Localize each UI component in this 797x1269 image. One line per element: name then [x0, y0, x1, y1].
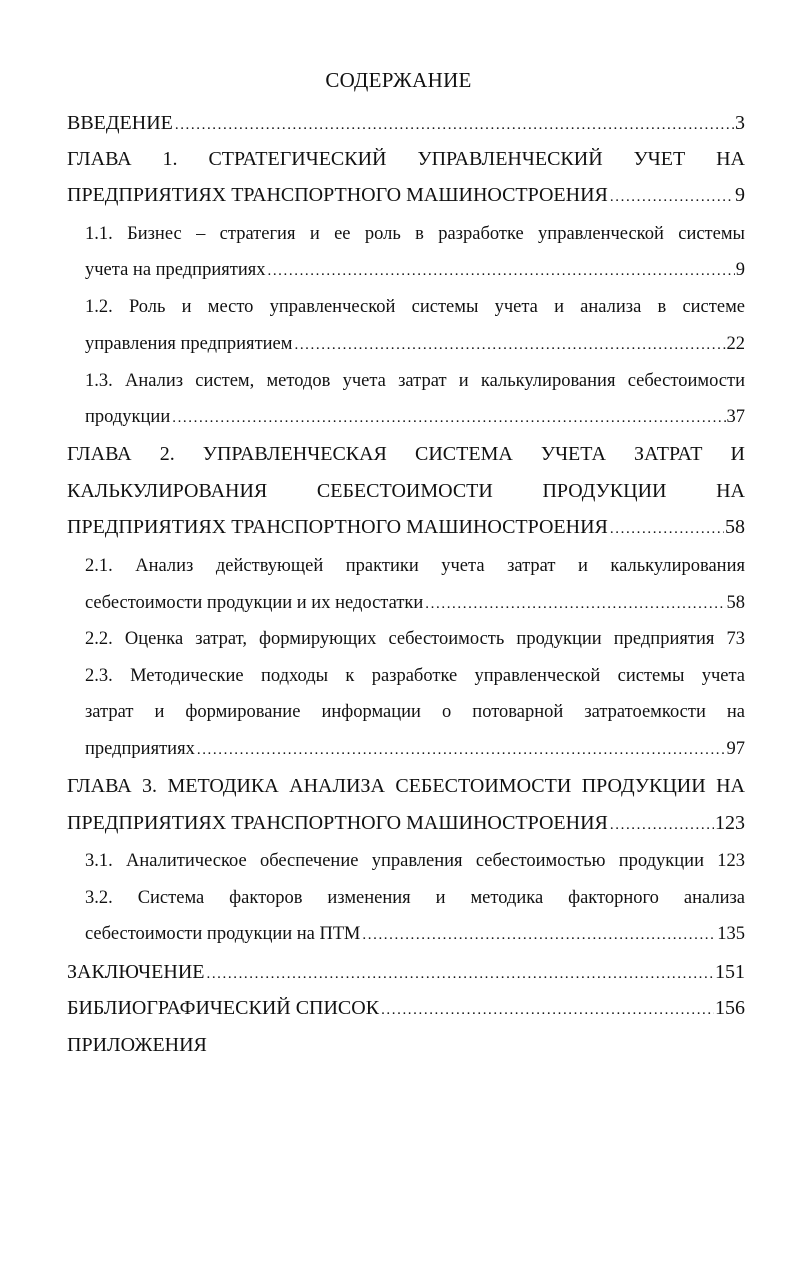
toc-page-number: 97 [726, 739, 745, 759]
dot-leader [362, 917, 716, 952]
page-title: СОДЕРЖАНИЕ [325, 68, 472, 92]
toc-entry-text: ПРЕДПРИЯТИЯХ ТРАНСПОРТНОГО МАШИНОСТРОЕНИЯ [67, 516, 608, 538]
toc-page-number: 123 [715, 812, 745, 834]
dot-leader [610, 511, 724, 545]
toc-section-2-3-line-3 [85, 731, 745, 767]
toc-page-number: 156 [715, 997, 745, 1019]
toc-section-2-3-line-1: 2.3. Методические подходы к разработке управленческой системы учета [85, 666, 745, 686]
toc-section-3-1: 3.1. Аналитическое обеспечение управления себестоимостью продукции 123 [85, 851, 745, 871]
toc-page-number: 37 [726, 407, 745, 427]
dot-leader [267, 253, 734, 288]
toc-entry-text: ВВЕДЕНИЕ [67, 112, 173, 134]
toc-section-1-1-line-2 [85, 252, 745, 288]
toc-chapter-3-line-2 [67, 805, 745, 841]
toc-chapter-1-line-2 [67, 177, 745, 213]
toc-section-2-3-line-2: затрат и формирование информации о потоварной затратоемкости на [85, 702, 745, 722]
toc-page-number: 135 [717, 924, 745, 944]
toc-chapter-1-line-1: ГЛАВА 1. СТРАТЕГИЧЕСКИЙ УПРАВЛЕНЧЕСКИЙ УЧЕТ НА [67, 148, 745, 170]
toc-chapter-2-line-1: ГЛАВА 2. УПРАВЛЕНЧЕСКАЯ СИСТЕМА УЧЕТА ЗАТРАТ И [67, 443, 745, 465]
toc-section-1-3-line-2 [85, 399, 745, 435]
toc-entry-text: учета на предприятиях [85, 260, 266, 280]
toc-section-3-2-line-2 [85, 916, 745, 952]
toc-entry-text: ЗАКЛЮЧЕНИЕ [67, 961, 205, 983]
toc-entry-conclusion [67, 954, 745, 990]
toc-entry-text: предприятиях [85, 739, 195, 759]
toc-entry-text: управления предприятием [85, 334, 293, 354]
toc-page-number: 9 [735, 260, 745, 280]
toc-entry-text: ПРЕДПРИЯТИЯХ ТРАНСПОРТНОГО МАШИНОСТРОЕНИЯ [67, 812, 608, 834]
toc-section-1-2-line-2 [85, 326, 745, 362]
toc-page-number: 58 [725, 516, 745, 538]
toc-section-2-1-line-1: 2.1. Анализ действующей практики учета затрат и калькулирования [85, 556, 745, 576]
dot-leader [197, 732, 726, 767]
dot-leader [206, 956, 714, 990]
toc-entry-text: БИБЛИОГРАФИЧЕСКИЙ СПИСОК [67, 997, 380, 1019]
dot-leader [610, 807, 714, 841]
toc-section-3-2-line-1: 3.2. Система факторов изменения и методика факторного анализа [85, 888, 745, 908]
toc-page-number: 3 [735, 112, 745, 134]
toc-section-1-3-line-1: 1.3. Анализ систем, методов учета затрат и калькулирования себестоимости [85, 371, 745, 391]
toc-chapter-3-line-1: ГЛАВА 3. МЕТОДИКА АНАЛИЗА СЕБЕСТОИМОСТИ ПРОДУКЦИИ НА [67, 775, 745, 797]
toc-page-number: 9 [735, 184, 745, 206]
toc-page-number: 151 [715, 961, 745, 983]
toc-entry-text: себестоимости продукции на ПТМ [85, 924, 361, 944]
toc-entry-text: продукции [85, 407, 171, 427]
toc-page-number: 22 [726, 334, 745, 354]
dot-leader [425, 586, 725, 621]
dot-leader [175, 107, 734, 141]
toc-chapter-2-line-3 [67, 509, 745, 545]
toc-entry-appendix: ПРИЛОЖЕНИЯ [67, 1034, 207, 1056]
dot-leader [172, 400, 725, 435]
toc-entry-bibliography [67, 990, 745, 1026]
toc-section-1-2-line-1: 1.2. Роль и место управленческой системы учета и анализа в системе [85, 297, 745, 317]
toc-entry-intro [67, 105, 745, 141]
toc-chapter-2-line-2: КАЛЬКУЛИРОВАНИЯ СЕБЕСТОИМОСТИ ПРОДУКЦИИ НА [67, 480, 745, 502]
dot-leader [294, 327, 725, 362]
toc-entry-text: ПРЕДПРИЯТИЯХ ТРАНСПОРТНОГО МАШИНОСТРОЕНИЯ [67, 184, 608, 206]
toc-entry-text: себестоимости продукции и их недостатки [85, 593, 424, 613]
toc-page-number: 58 [726, 593, 745, 613]
toc-section-2-1-line-2 [85, 585, 745, 621]
dot-leader [610, 179, 734, 213]
toc-section-1-1-line-1: 1.1. Бизнес – стратегия и ее роль в разработке управленческой системы [85, 224, 745, 244]
dot-leader [381, 992, 714, 1026]
toc-section-2-2: 2.2. Оценка затрат, формирующих себестоимость продукции предприятия 73 [85, 629, 745, 649]
